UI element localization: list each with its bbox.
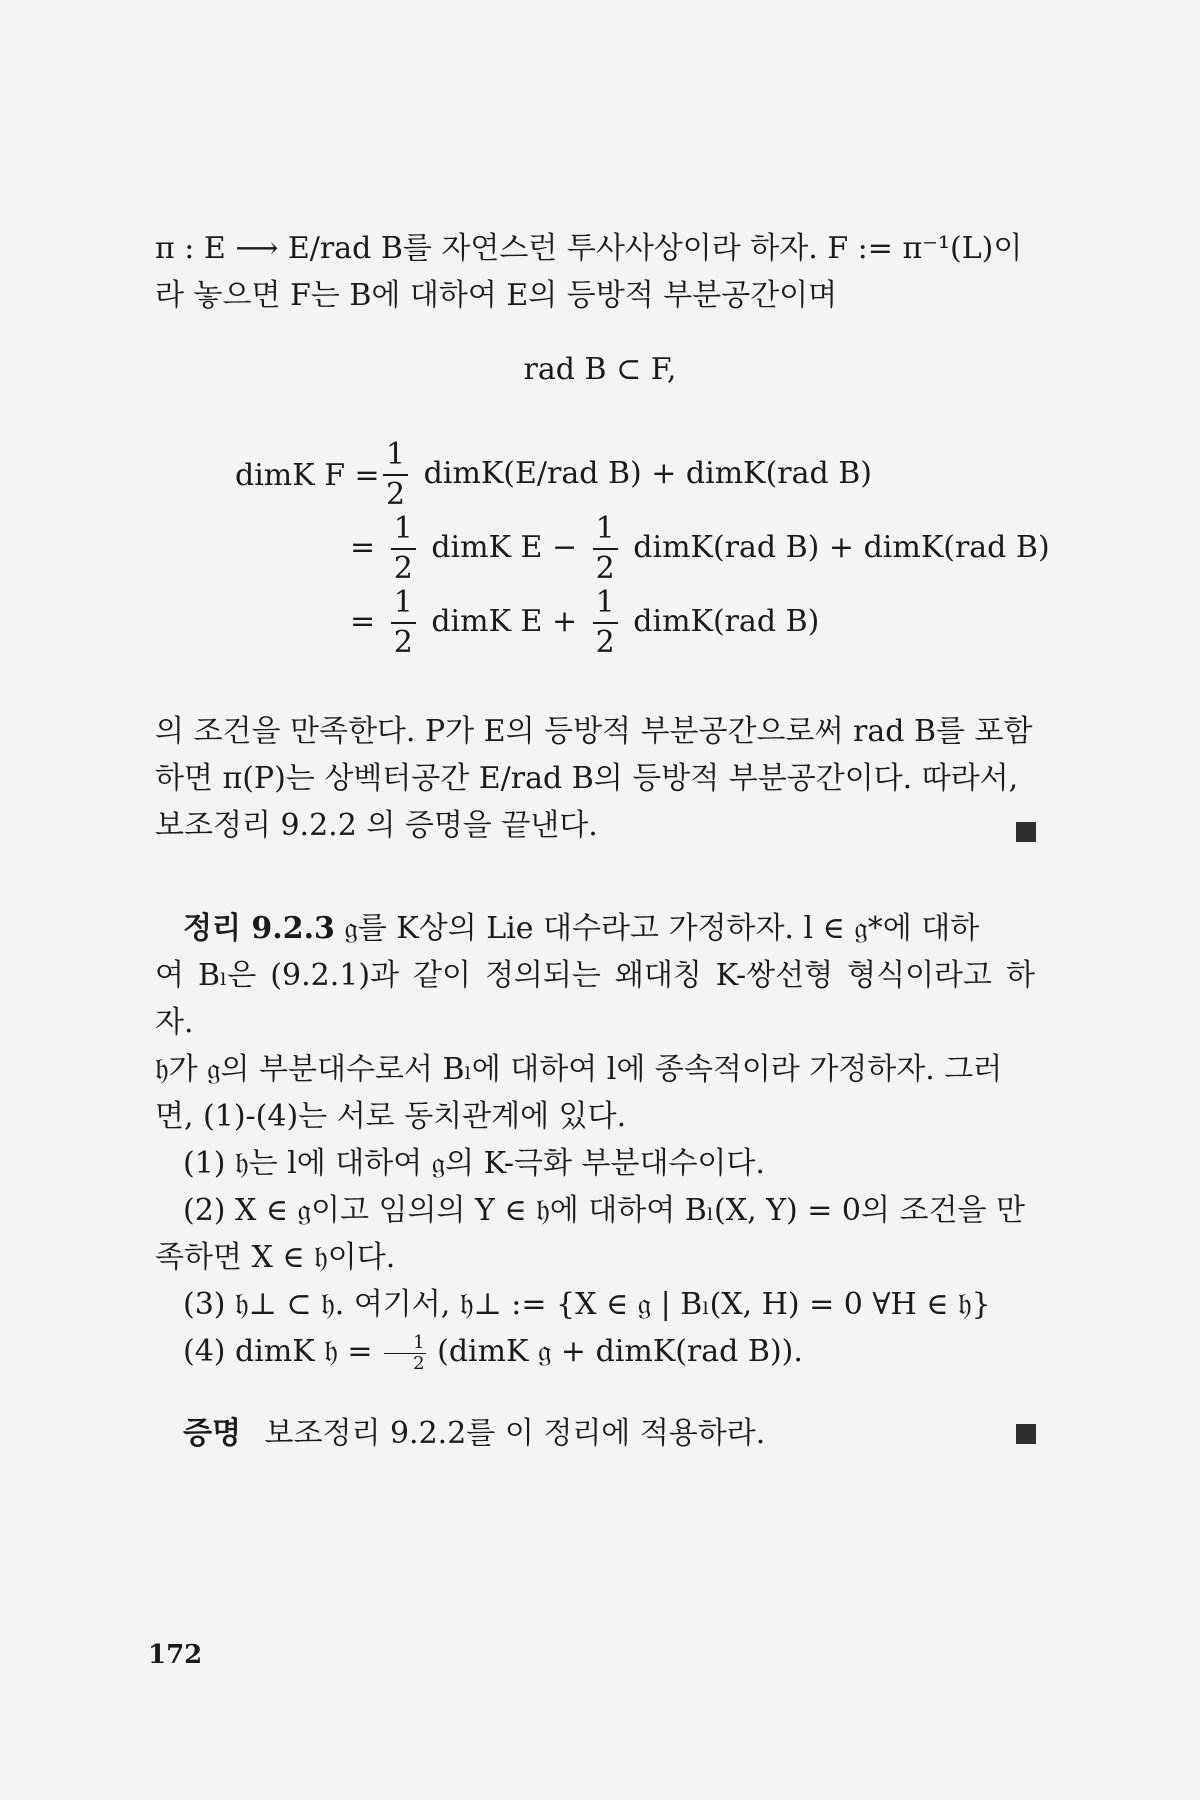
qed-square-icon bbox=[1016, 1424, 1036, 1444]
theorem-item-2: (2) X ∈ 𝔤이고 임의의 Y ∈ 𝔥에 대하여 Bₗ(X, Y) = 0의 조건을 만 bbox=[183, 1193, 1025, 1228]
proof-block bbox=[155, 1410, 1035, 1457]
equals-sign: = bbox=[350, 604, 376, 639]
theorem-label: 정리 9.2.3 bbox=[183, 911, 335, 946]
conclusion-line-2: 하면 π(P)는 상벡터공간 E/rad B의 등방적 부분공간이다. 따라서, bbox=[155, 761, 1019, 796]
theorem-line-1 bbox=[155, 905, 1035, 952]
proof-label: 증명 bbox=[183, 1416, 241, 1451]
conclusion-line-1: 의 조건을 만족한다. P가 E의 등방적 부분공간으로써 rad B를 포함 bbox=[155, 714, 1033, 749]
conclusion-line-3: 보조정리 9.2.2 의 증명을 끝낸다. bbox=[155, 808, 598, 843]
theorem-item-1: (1) 𝔥는 l에 대하여 𝔤의 K-극화 부분대수이다. bbox=[183, 1146, 765, 1181]
theorem-item-3: (3) 𝔥⊥ ⊂ 𝔥. 여기서, 𝔥⊥ := {X ∈ 𝔤 | Bₗ(X, H) = 0 ∀H ∈ 𝔥} bbox=[183, 1287, 991, 1322]
theorem-line-4: 면, (1)-(4)는 서로 동치관계에 있다. bbox=[155, 1099, 627, 1134]
fraction-half: $\frac{1}{2}$ bbox=[593, 514, 618, 584]
theorem-line-3: 𝔥가 𝔤의 부분대수로서 Bₗ에 대하여 l에 종속적이라 가정하자. 그러 bbox=[155, 1052, 1003, 1087]
page-number: 172 bbox=[148, 1640, 203, 1670]
fraction-half: $\frac{1}{2}$ bbox=[391, 588, 416, 658]
equation-row-3 bbox=[350, 585, 820, 660]
qed-square-icon bbox=[1016, 822, 1036, 842]
intro-line-2: 라 놓으면 F는 B에 대하여 E의 등방적 부분공간이며 bbox=[155, 278, 838, 313]
fraction-half-small: $\frac{1}{2}$ bbox=[384, 1334, 425, 1373]
fraction-half: $\frac{1}{2}$ bbox=[391, 514, 416, 584]
equation-lhs: dimK F = bbox=[235, 458, 380, 493]
equation-row-3-term-b: dimK(rad B) bbox=[633, 604, 820, 639]
theorem-item-2-cont: 족하면 X ∈ 𝔥이다. bbox=[155, 1240, 396, 1275]
fraction-half: $\frac{1}{2}$ bbox=[383, 440, 408, 510]
theorem-item-4-lhs: (4) dimK 𝔥 = bbox=[183, 1334, 373, 1369]
paragraph-intro bbox=[155, 225, 1035, 319]
paragraph-conclusion bbox=[155, 708, 1035, 849]
theorem-line-1-text: 𝔤를 K상의 Lie 대수라고 가정하자. l ∈ 𝔤*에 대하 bbox=[344, 911, 980, 946]
theorem-item-4-rhs: (dimK 𝔤 + dimK(rad B)). bbox=[437, 1334, 803, 1369]
fraction-half: $\frac{1}{2}$ bbox=[593, 588, 618, 658]
proof-text: 보조정리 9.2.2를 이 정리에 적용하라. bbox=[264, 1416, 766, 1451]
equals-sign: = bbox=[350, 530, 376, 565]
equation-row-3-term-a: dimK E + bbox=[431, 604, 578, 639]
equation-rad-subset: rad B ⊂ F, bbox=[523, 352, 677, 387]
equation-row-1-term: dimK(E/rad B) + dimK(rad B) bbox=[423, 456, 873, 491]
equation-row-2 bbox=[350, 511, 1050, 586]
equation-row-2-term-b: dimK(rad B) + dimK(rad B) bbox=[633, 530, 1050, 565]
proof-line bbox=[155, 1410, 1035, 1457]
equation-row-2-term-a: dimK E − bbox=[431, 530, 578, 565]
theorem-block bbox=[155, 905, 1035, 1375]
theorem-item-4 bbox=[155, 1328, 1035, 1375]
intro-line-1: π : E ⟶ E/rad B를 자연스런 투사사상이라 하자. F := π⁻¹(L)이 bbox=[155, 231, 1023, 266]
equation-row-1 bbox=[377, 437, 873, 512]
theorem-line-2: 여 Bₗ은 (9.2.1)과 같이 정의되는 왜대칭 K-쌍선형 형식이라고 하자. bbox=[155, 958, 1035, 1040]
